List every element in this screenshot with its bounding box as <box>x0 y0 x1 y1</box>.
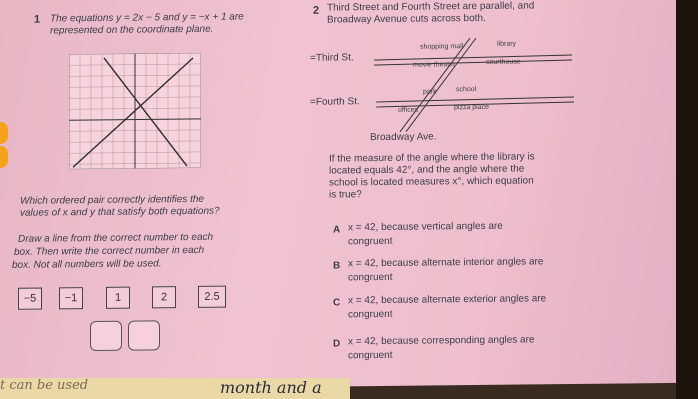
orange-edge-tab <box>0 146 8 168</box>
number-tile[interactable]: 2 <box>152 286 176 308</box>
option-text-line2: congruent <box>348 271 393 284</box>
option-text-line2: congruent <box>348 308 393 321</box>
q2-question-line4: is true? <box>329 189 362 201</box>
option-text-line2: congruent <box>348 235 393 248</box>
number-tile[interactable]: −1 <box>59 287 83 309</box>
school-label: school <box>456 86 477 94</box>
q1-prompt-line1: The equations y = 2x − 5 and y = −x + 1 are <box>50 11 244 25</box>
q2-question-line1: If the measure of the angle where the library is <box>329 151 535 165</box>
third-street-label <box>310 52 354 64</box>
number-tile[interactable]: 2.5 <box>198 286 226 308</box>
q1-prompt-line2: represented on the coordinate plane. <box>50 23 214 37</box>
q1-question-line2: values of x and y that satisfy both equations? <box>20 205 220 219</box>
option-letter: B <box>333 260 341 272</box>
option-text-line1: x = 42, because alternate interior angles are <box>348 256 544 270</box>
q2-question-line3: school is located measures x°, which equation <box>329 175 534 189</box>
option-text-line1: x = 42, because corresponding angles are <box>348 334 535 348</box>
q2-number: 2 <box>313 4 320 17</box>
shopping-mall-label: shopping mall <box>420 43 464 51</box>
fourth-street-label <box>310 96 360 109</box>
option-letter: A <box>333 224 341 236</box>
option-text-line2: congruent <box>348 349 393 362</box>
option-letter: D <box>333 338 341 350</box>
offices-label: offices <box>398 106 419 114</box>
q1-instruction-line2: box. Then write the correct number in each <box>14 244 205 258</box>
number-tile[interactable]: −5 <box>18 288 42 310</box>
coordinate-plane <box>69 53 201 169</box>
equal-sign-marker: = <box>310 96 316 108</box>
equal-sign-marker: = <box>310 52 316 64</box>
answer-box-y[interactable] <box>128 320 160 350</box>
q1-instruction-line1: Draw a line from the correct number to each <box>18 231 214 245</box>
option-text-line1: x = 42, because alternate exterior angles are <box>348 293 547 307</box>
q1-question-line1: Which ordered pair correctly identifies the <box>20 193 204 207</box>
number-tile[interactable]: 1 <box>106 287 130 309</box>
option-text-line1: x = 42, because vertical angles are <box>348 220 503 234</box>
option-letter: C <box>333 297 341 309</box>
q1-number: 1 <box>34 13 41 26</box>
handwritten-note: month and a <box>220 378 322 397</box>
courthouse-label: courthouse <box>486 58 521 66</box>
q2-prompt-line1: Third Street and Fourth Street are parallel, and <box>327 0 535 14</box>
fourth-st-text: Fourth St. <box>315 96 360 108</box>
broadway-label: Broadway Ave. <box>370 131 437 144</box>
third-st-text: Third St. <box>315 52 354 64</box>
q1-instruction-line3: box. Not all numbers will be used. <box>12 258 162 271</box>
answer-box-x[interactable] <box>90 321 122 351</box>
q2-question-line2: located equals 42°, and the angle where the <box>329 163 525 177</box>
movie-theater-label: movie theater <box>413 61 456 69</box>
park-label: park <box>423 88 437 96</box>
pizza-place-label: pizza place <box>454 103 490 112</box>
library-label: library <box>497 40 517 48</box>
bottom-left-note: t can be used <box>0 378 89 393</box>
desk-background <box>676 0 698 399</box>
q2-prompt-line2: Broadway Avenue cuts across both. <box>327 12 486 26</box>
orange-edge-tab <box>0 122 8 144</box>
